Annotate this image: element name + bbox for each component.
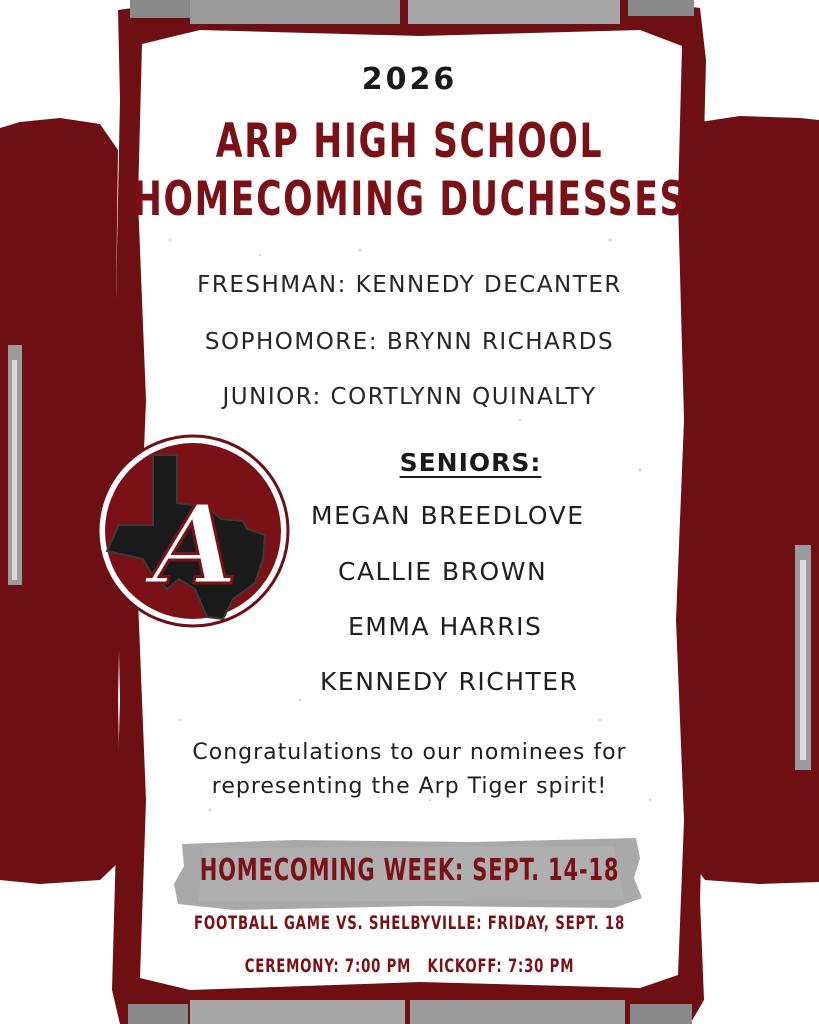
sophomore-duchess: SOPHOMORE: BRYNN RICHARDS [204, 329, 615, 355]
year: 2026 [361, 62, 458, 97]
junior-duchess: JUNIOR: CORTLYNN QUINALTY [222, 384, 597, 410]
senior-name: MEGAN BREEDLOVE [311, 501, 585, 530]
senior-name: CALLIE BROWN [338, 557, 548, 586]
freshman-duchess: FRESHMAN: KENNEDY DECANTER [197, 272, 622, 298]
homecoming-week-text: HOMECOMING WEEK: SEPT. 14-18 [199, 853, 620, 888]
congrats-line-1: Congratulations to our nominees for [192, 740, 627, 765]
congrats-line-2: representing the Arp Tiger spirit! [211, 774, 608, 799]
ceremony-kickoff-times: CEREMONY: 7:00 PM KICKOFF: 7:30 PM [244, 955, 575, 977]
arp-tiger-texas-a-logo [95, 433, 291, 629]
title-line-2: HOMECOMING DUCHESSES [132, 172, 687, 227]
title-line-1: ARP HIGH SCHOOL [215, 114, 604, 169]
senior-name: KENNEDY RICHTER [320, 667, 579, 696]
football-game-text: FOOTBALL GAME VS. SHELBYVILLE: FRIDAY, SEPT. 18 [193, 912, 626, 934]
logo-letter: A [152, 480, 238, 609]
senior-name: EMMA HARRIS [348, 612, 543, 641]
seniors-heading: SENIORS: [399, 448, 542, 477]
